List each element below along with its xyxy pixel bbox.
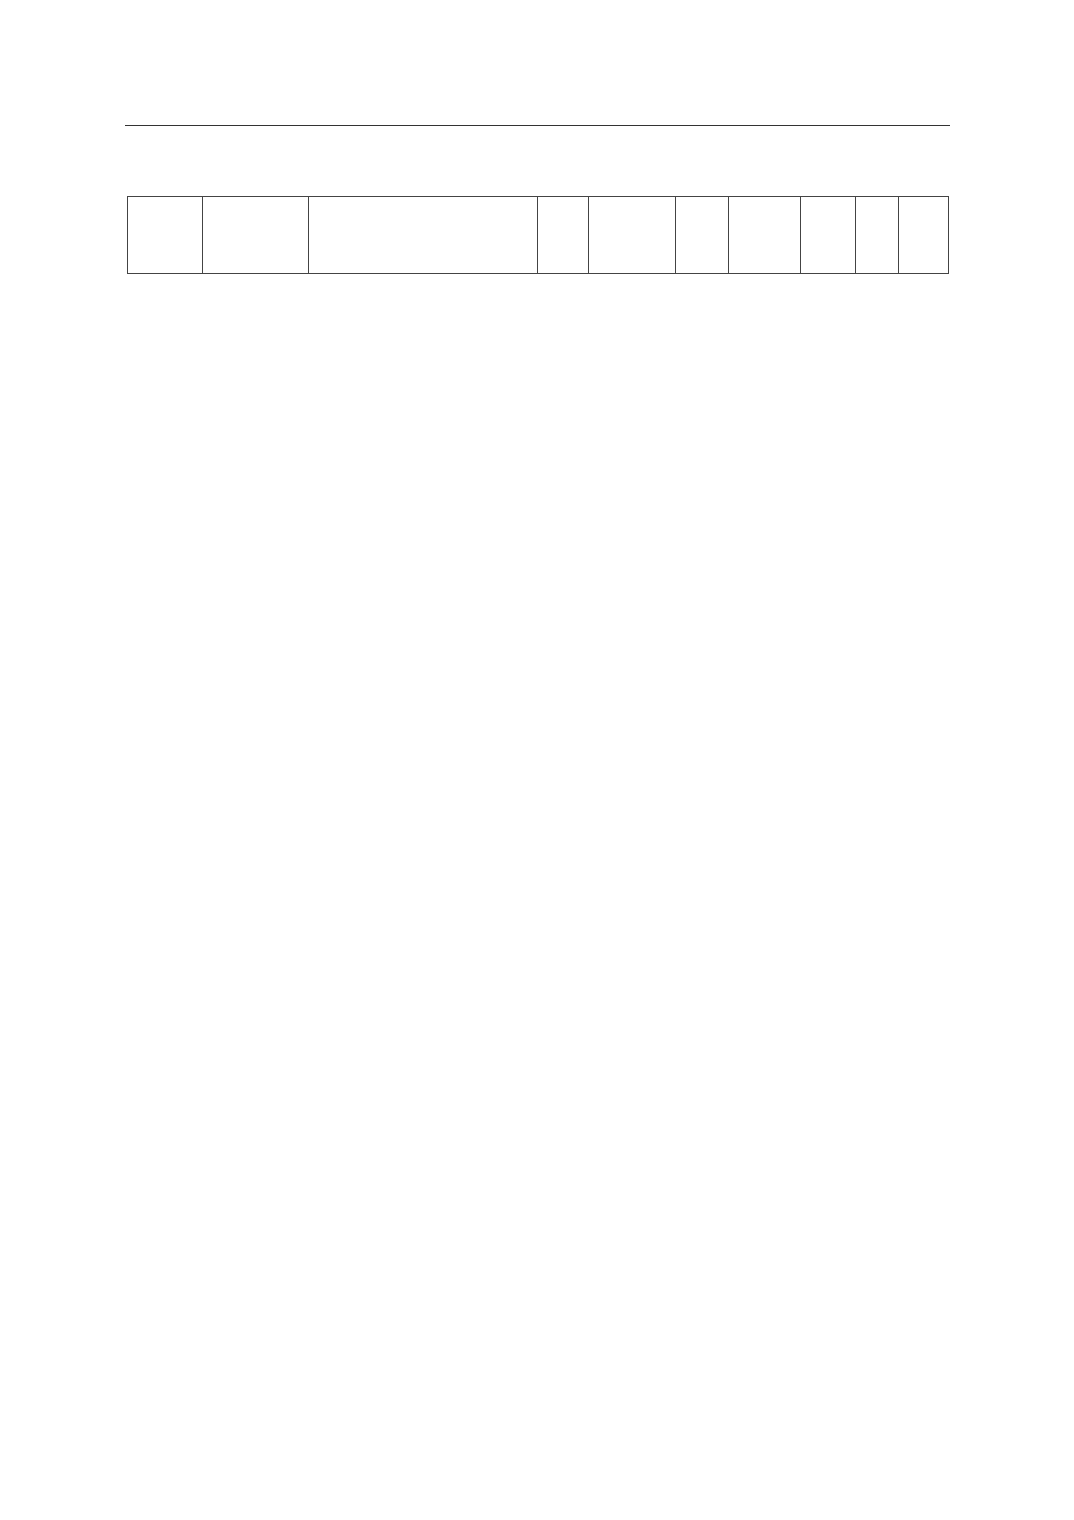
header-course-type — [128, 197, 203, 274]
header-credit — [538, 197, 589, 274]
header-class-hours — [676, 197, 729, 274]
course-schedule-table — [127, 196, 949, 274]
header-term — [856, 197, 899, 274]
page-header — [125, 100, 950, 104]
header-online-hours — [801, 197, 856, 274]
header-course-code — [203, 197, 309, 274]
header-total-hours — [589, 197, 676, 274]
header-rule — [125, 125, 950, 126]
header-course-name — [309, 197, 538, 274]
table-header-row — [128, 197, 949, 274]
header-practice-hours — [729, 197, 801, 274]
header-assessment-type — [899, 197, 949, 274]
